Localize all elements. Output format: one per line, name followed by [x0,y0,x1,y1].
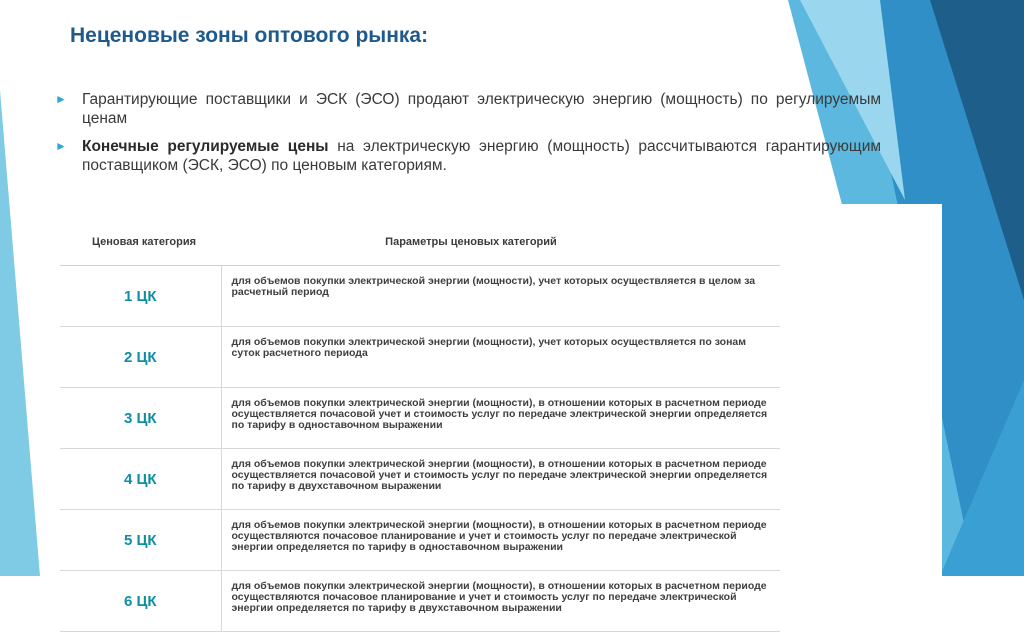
table-row [60,388,780,449]
header-category: Ценовая категория [60,218,221,266]
bullet-text: на электрическую энергию (мощность) рассчитываются гарантирующим поставщиком (ЭСК, ЭСО) по ценовым категориям. [82,138,882,174]
description-cell: для объемов покупки электрической энергии (мощности), в отношении которых в расчетном периоде осуществляются почасовое планирование и учет и стоимость услуг по передаче электрической энергии определяется по тарифу в одноставочном выражении [221,510,780,571]
table-row [60,449,780,510]
bullet-bold-text: Конечные регулируемые цены [82,138,329,155]
price-category-table [60,218,780,632]
category-cell: 6 ЦК [60,571,221,632]
bullet-list [55,90,881,184]
bullet-text: Гарантирующие поставщики и ЭСК (ЭСО) продают электрическую энергию (мощность) по регулируемым ценам [82,91,881,127]
bullet-item-1 [55,90,881,128]
left-triangle-decoration [0,90,40,576]
description-cell: для объемов покупки электрической энергии (мощности), в отношении которых в расчетном периоде осуществляется почасовой учет и стоимость услуг по передаче электрической энергии определяется по тарифу в одноставочном выражении [221,388,780,449]
table-row [60,510,780,571]
category-cell: 4 ЦК [60,449,221,510]
category-cell: 1 ЦК [60,266,221,327]
category-cell: 5 ЦК [60,510,221,571]
header-params: Параметры ценовых категорий [221,218,780,266]
bullet-item-2 [55,137,881,175]
description-cell: для объемов покупки электрической энергии (мощности), учет которых осуществляется по зонам суток расчетного периода [221,327,780,388]
bullet-arrow-icon: ► [55,139,67,153]
category-cell: 2 ЦК [60,327,221,388]
table-row [60,266,780,327]
page-title: Неценовые зоны оптового рынка: [70,24,429,47]
content-area-right-edge [780,204,942,576]
table-row [60,571,780,632]
table-header-row [60,218,780,266]
description-cell: для объемов покупки электрической энергии (мощности), учет которых осуществляется в целом за расчетный период [221,266,780,327]
description-cell: для объемов покупки электрической энергии (мощности), в отношении которых в расчетном периоде осуществляется почасовой учет и стоимость услуг по передаче электрической энергии определяется по тарифу в двухставочном выражении [221,449,780,510]
table-row [60,327,780,388]
description-cell: для объемов покупки электрической энергии (мощности), в отношении которых в расчетном периоде осуществляются почасовое планирование и учет и стоимость услуг по передаче электрической энергии определяется по тарифу в двухставочном выражении [221,571,780,632]
bullet-arrow-icon: ► [55,92,67,106]
category-cell: 3 ЦК [60,388,221,449]
